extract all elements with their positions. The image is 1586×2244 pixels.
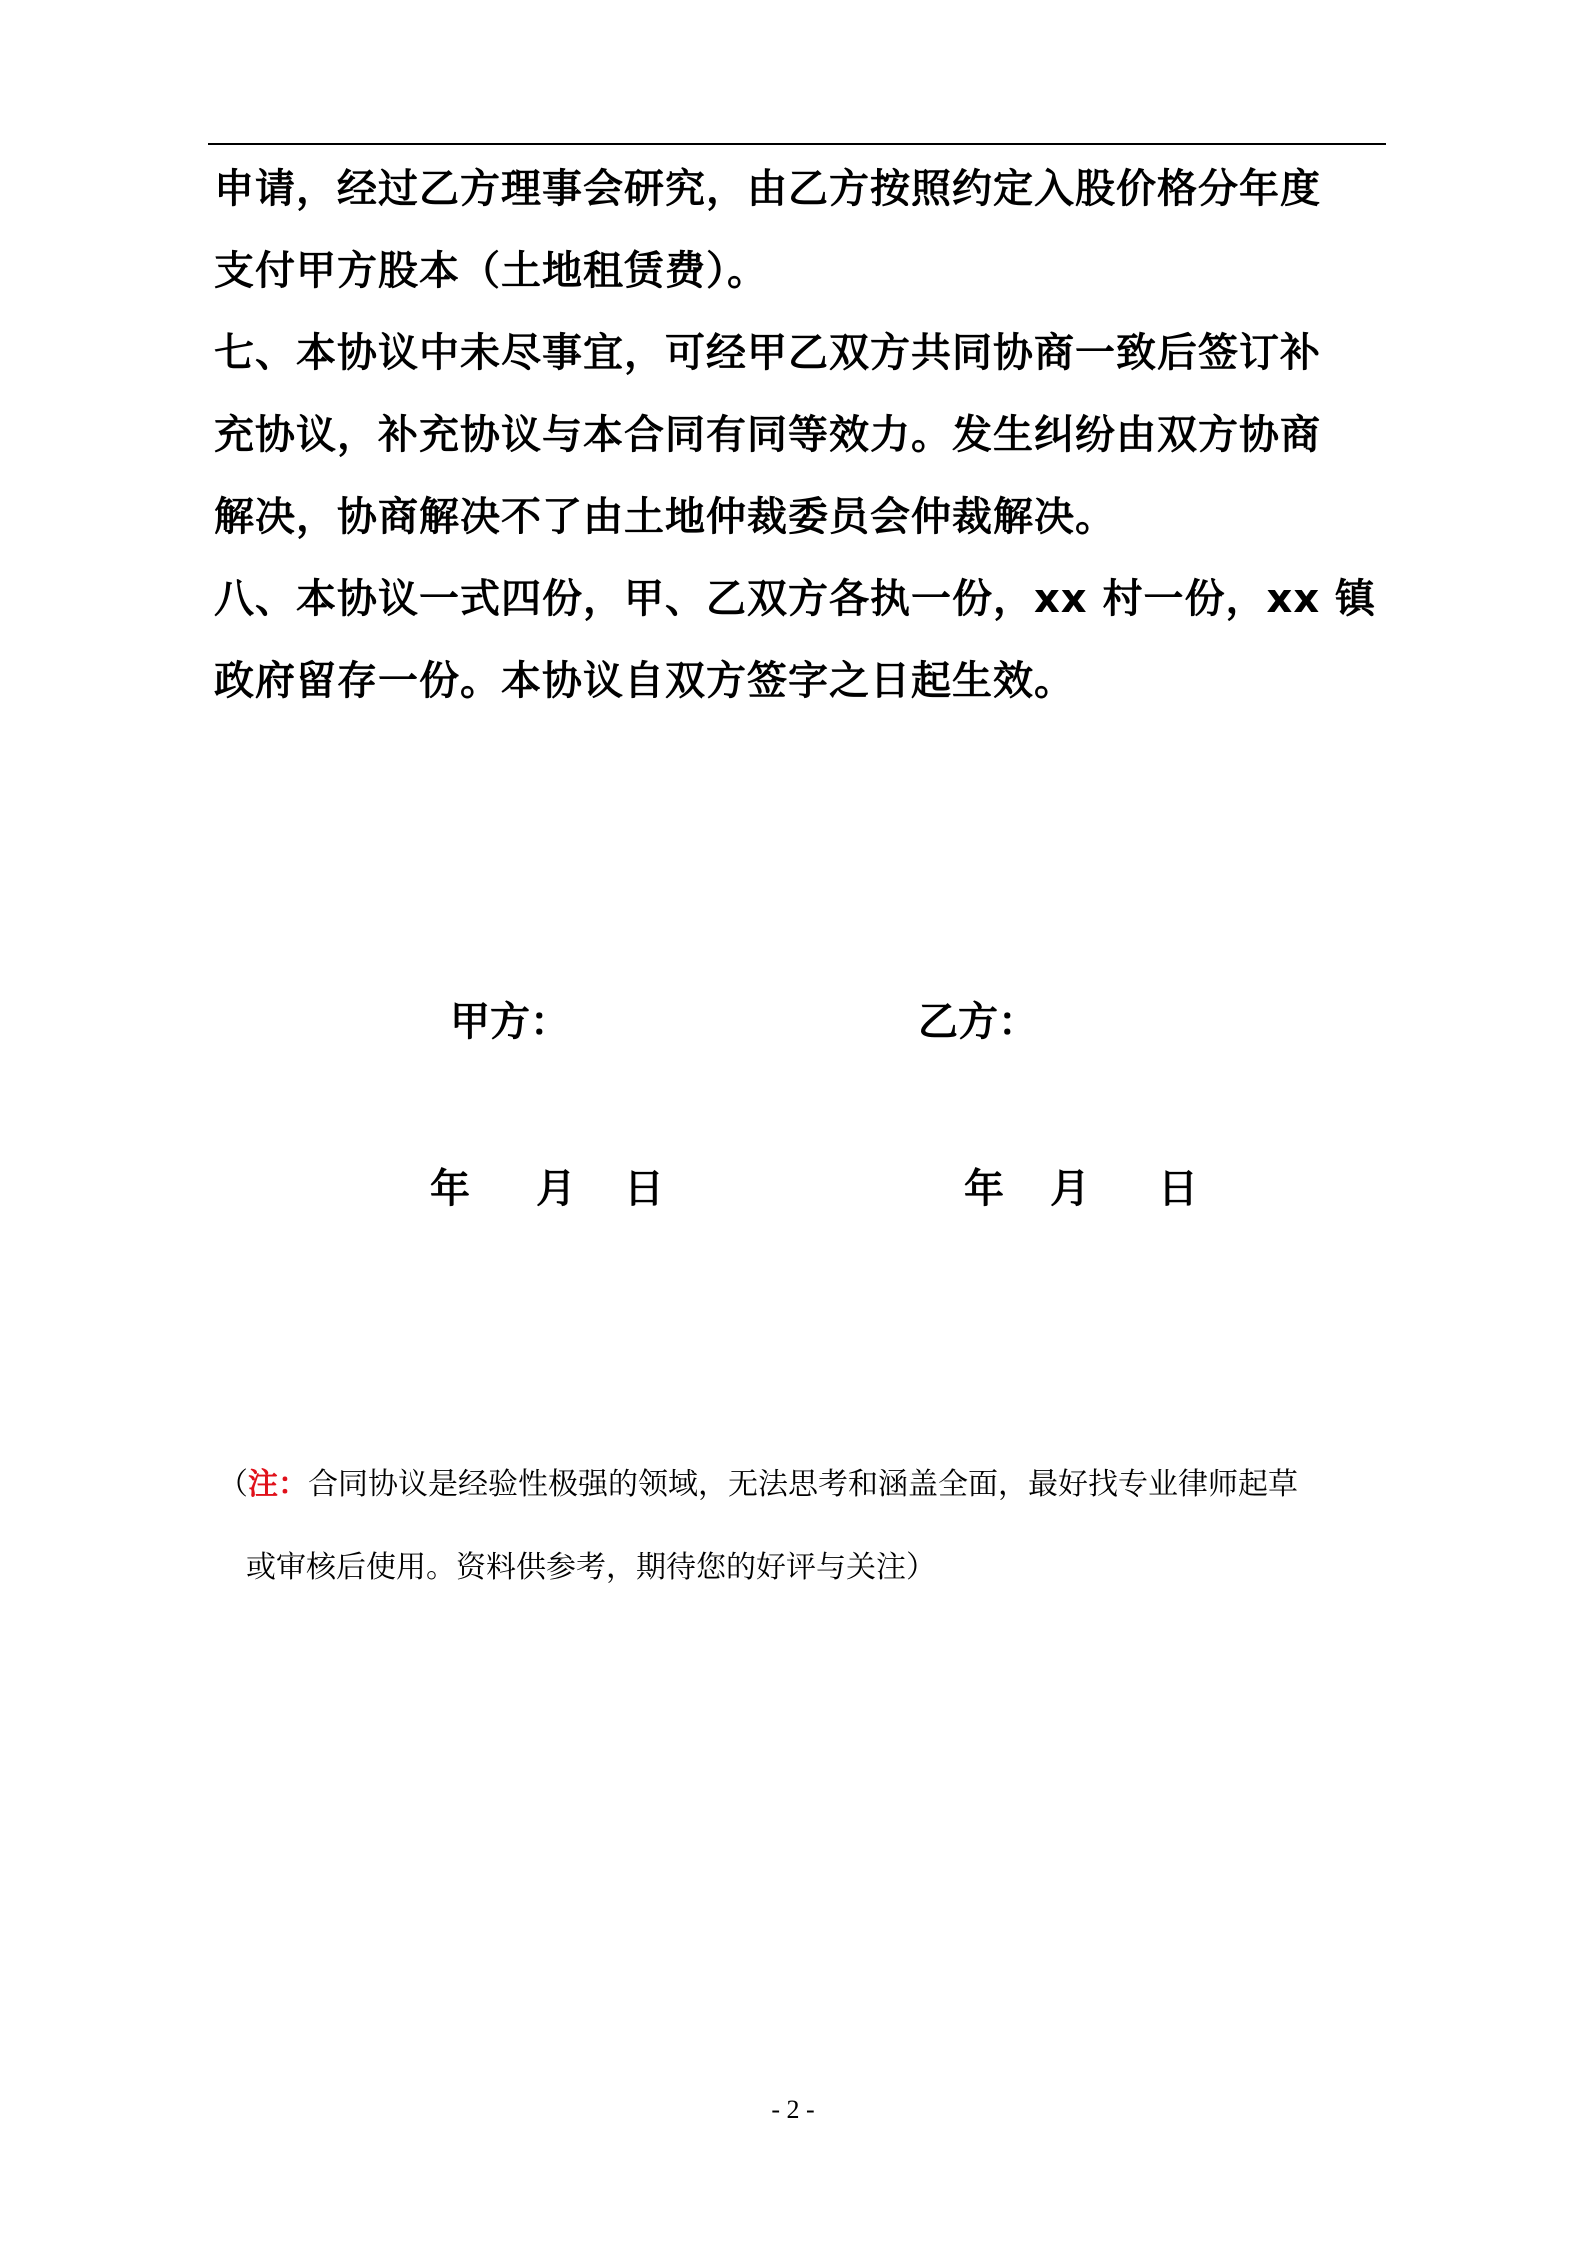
party-a-label: 甲方： bbox=[450, 999, 570, 1045]
body-line: 申请，经过乙方理事会研究，由乙方按照约定入股价格分年度 bbox=[214, 166, 1321, 212]
party-a-month: 月 bbox=[536, 1166, 576, 1212]
page-number: - 2 - bbox=[771, 2095, 815, 2124]
clause-7-line: 解决，协商解决不了由土地仲裁委员会仲裁解决。 bbox=[214, 494, 1116, 540]
note-label: 注： bbox=[248, 1467, 308, 1502]
party-b-day: 日 bbox=[1158, 1166, 1198, 1212]
clause-7-line: 七、本协议中未尽事宜，可经甲乙双方共同协商一致后签订补 bbox=[214, 330, 1321, 376]
note-text-2: 或审核后使用。资料供参考，期待您的好评与关注） bbox=[246, 1550, 936, 1585]
note-open-paren: （ bbox=[218, 1467, 248, 1502]
note-text-1: 合同协议是经验性极强的领域，无法思考和涵盖全面，最好找专业律师起草 bbox=[308, 1467, 1298, 1502]
note-line-2 bbox=[246, 1548, 936, 1588]
party-b-month: 月 bbox=[1050, 1166, 1090, 1212]
party-a-year: 年 bbox=[430, 1166, 470, 1212]
contract-body bbox=[214, 148, 1390, 722]
party-a-day: 日 bbox=[624, 1166, 664, 1212]
clause-7-line: 充协议，补充协议与本合同有同等效力。发生纠纷由双方协商 bbox=[214, 412, 1321, 458]
party-b-label: 乙方： bbox=[918, 999, 1038, 1045]
clause-8-line: 八、本协议一式四份，甲、乙双方各执一份，xx 村一份，xx 镇 bbox=[214, 576, 1377, 622]
note-line-1 bbox=[218, 1465, 1298, 1505]
party-b-year: 年 bbox=[964, 1166, 1004, 1212]
clause-8-line: 政府留存一份。本协议自双方签字之日起生效。 bbox=[214, 658, 1075, 704]
body-line: 支付甲方股本（土地租赁费）。 bbox=[214, 248, 768, 294]
header-rule bbox=[208, 143, 1386, 145]
